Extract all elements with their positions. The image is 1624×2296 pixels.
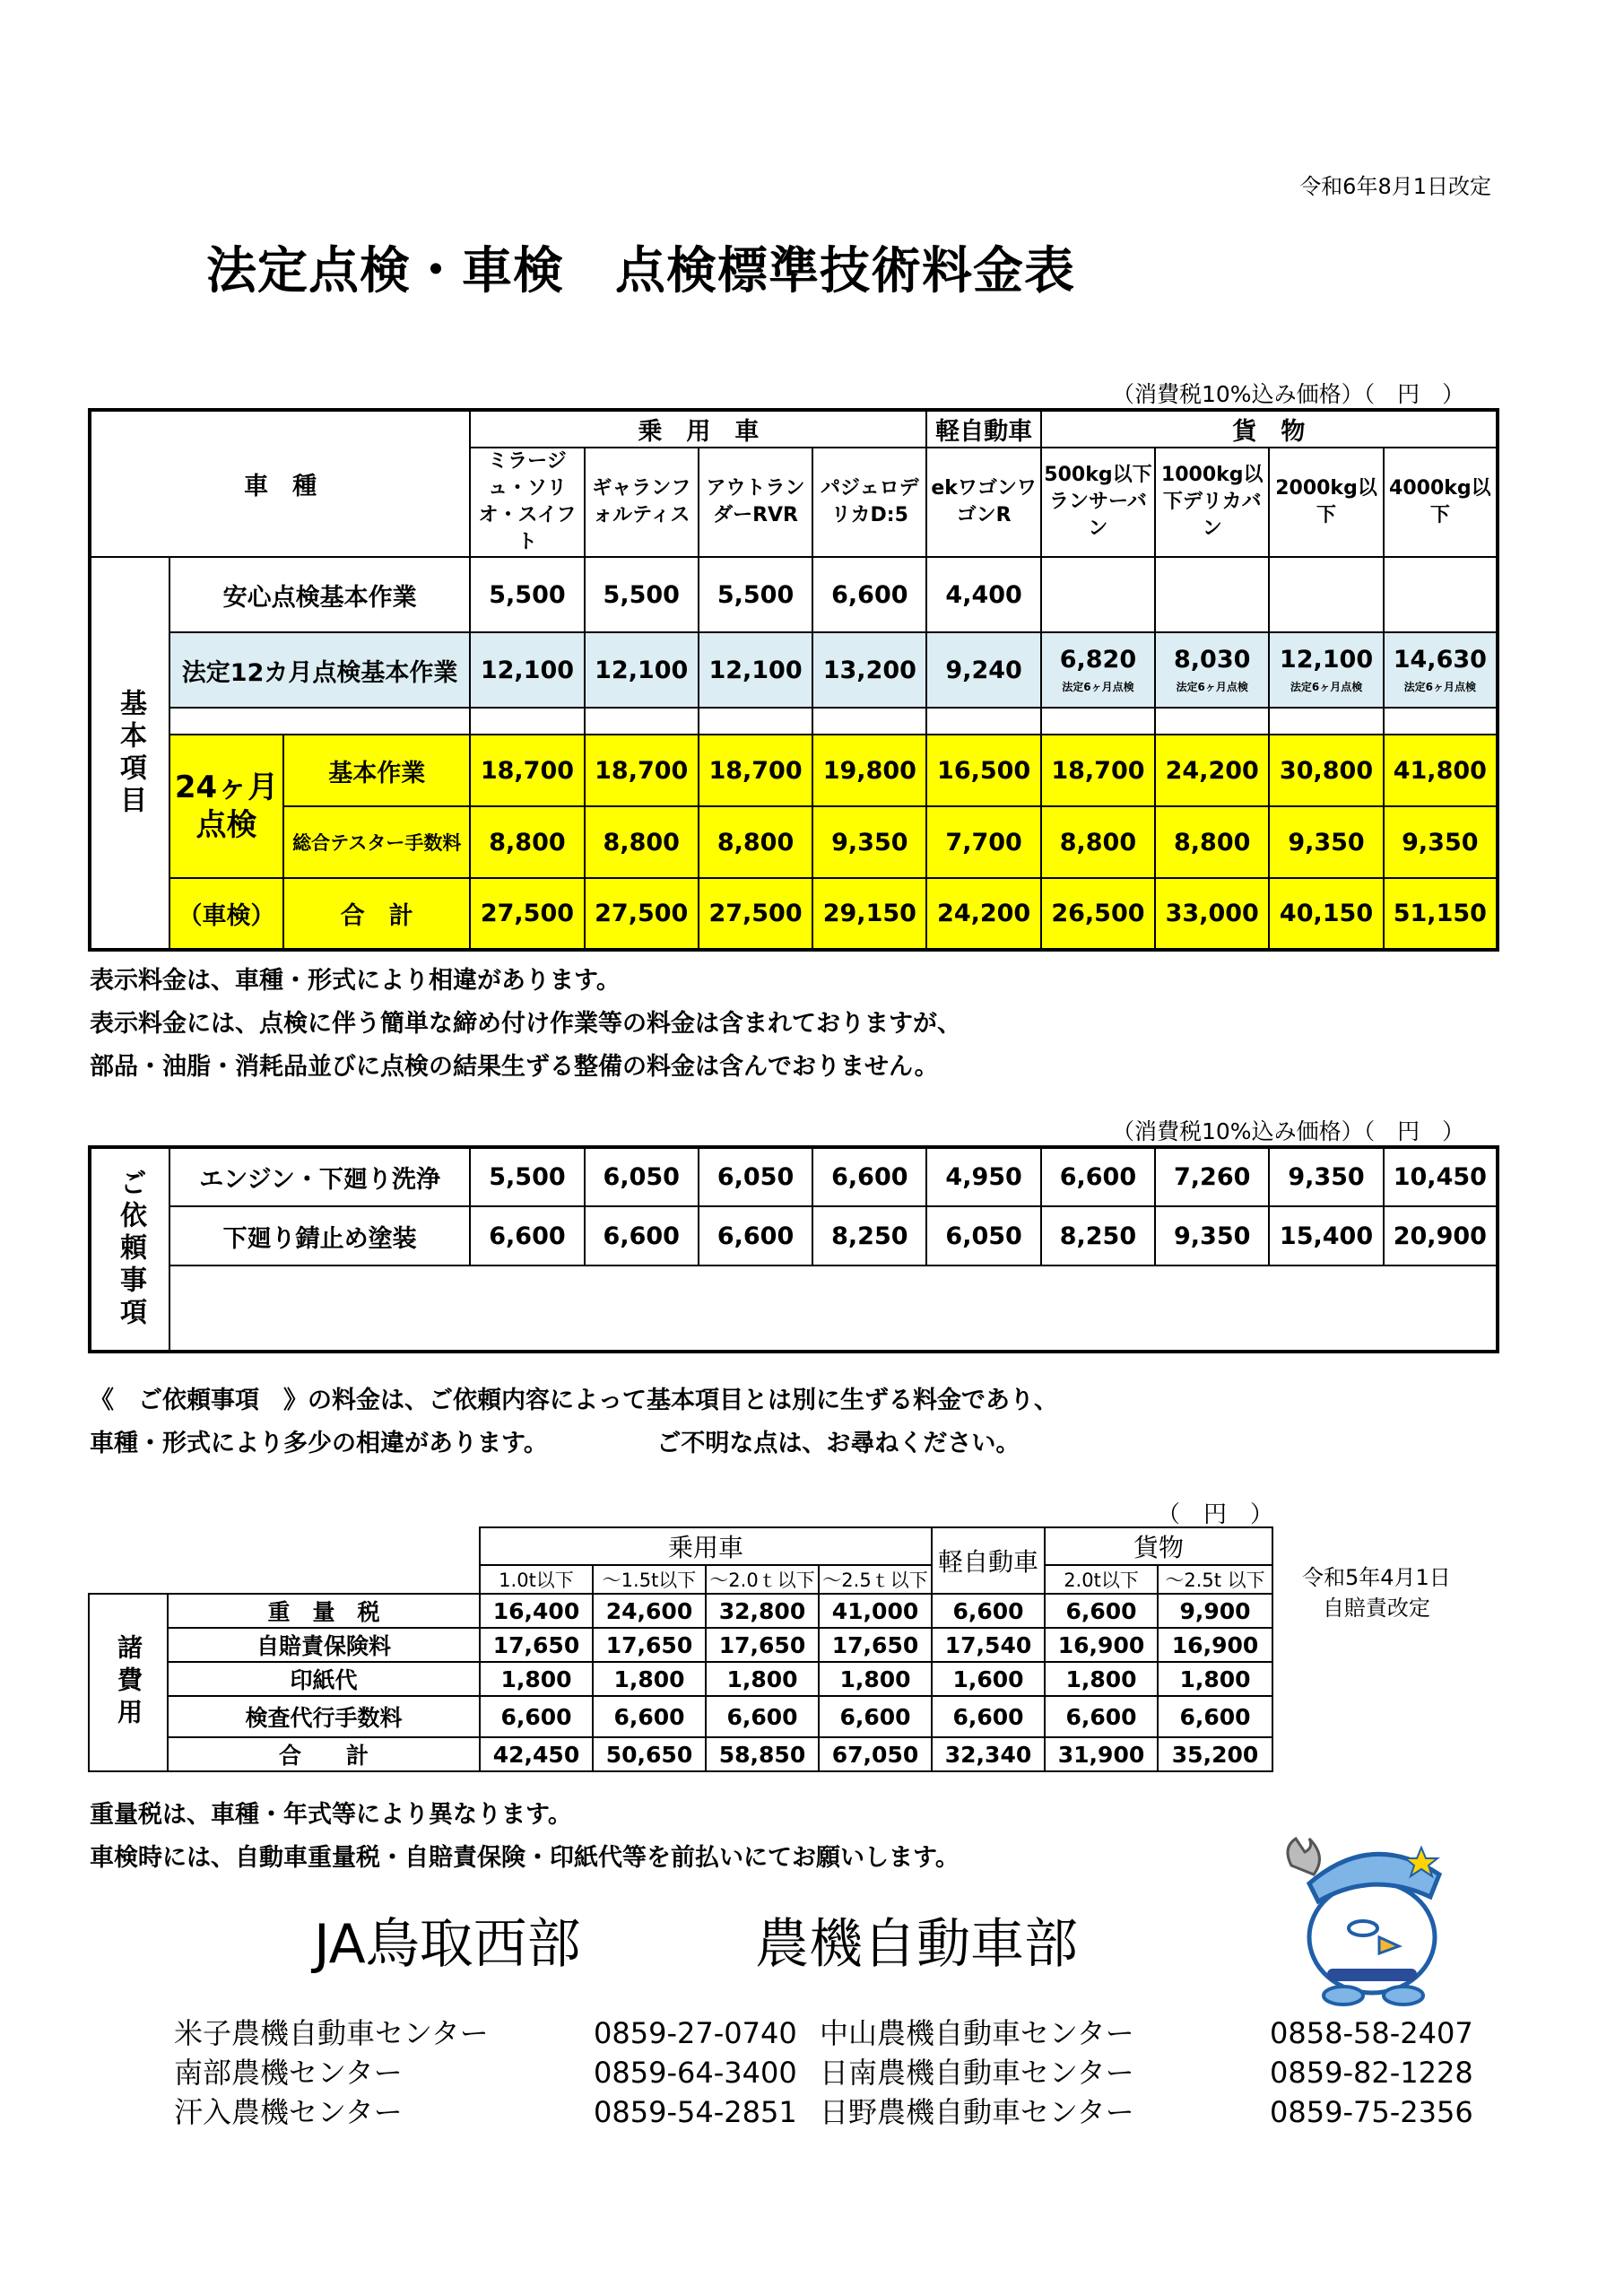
center-tel: 0859-75-2356 [1270, 2095, 1473, 2129]
table-row [90, 1147, 1498, 1206]
cell: 6,600 [480, 1696, 593, 1737]
table-row [89, 1696, 1272, 1737]
cell: 9,350 [1269, 1147, 1383, 1206]
request-items-table [88, 1145, 1499, 1353]
cell: 9,350 [1384, 806, 1498, 878]
cell: 18,700 [699, 735, 812, 806]
cell: 27,500 [470, 878, 584, 950]
cell: 8,800 [585, 806, 699, 878]
note-line: 重量税は、車種・年式等により異なります。 [90, 1801, 572, 1829]
contact-list [174, 2013, 1501, 2132]
col-header: ekワゴンワゴンR [926, 448, 1040, 557]
row-label: 検査代行手数料 [168, 1696, 480, 1737]
row-label: 印紙代 [168, 1662, 480, 1696]
group-passenger: 乗 用 車 [470, 410, 926, 448]
cell: 32,340 [932, 1737, 1045, 1771]
cell-cargo [1269, 632, 1383, 708]
col-header: 1000kg以下デリカバン [1155, 448, 1269, 557]
group24-label: 24ヶ月点検 [169, 735, 283, 878]
note-line: 表示料金は、車種・形式により相違があります。 [90, 967, 621, 995]
cell: 9,350 [812, 806, 926, 878]
cell: 6,600 [812, 1147, 926, 1206]
org-name: JA鳥取西部 [314, 1913, 581, 1976]
row-label: 総合テスター手数料 [283, 806, 470, 878]
cell: 1,800 [706, 1662, 819, 1696]
cell: 17,650 [706, 1628, 819, 1662]
contact-row [174, 2013, 1501, 2053]
table-row [90, 878, 1498, 950]
cell: 13,200 [812, 632, 926, 708]
row-label: 合 計 [168, 1737, 480, 1771]
vehicle-type-header: 車 種 [90, 410, 470, 557]
cell: 4,950 [926, 1147, 1040, 1206]
cell: 9,350 [1155, 1206, 1269, 1265]
col-header: 500kg以下ランサーバン [1041, 448, 1155, 557]
cell: 8,800 [470, 806, 584, 878]
note-line: 表示料金には、点検に伴う簡単な締め付け作業等の料金は含まれておりますが、 [90, 1010, 961, 1038]
cell: 1,800 [1158, 1662, 1272, 1696]
cell: 6,600 [932, 1696, 1045, 1737]
sub-col-header: 2.0t以下 [1045, 1565, 1158, 1594]
cell: 31,900 [1045, 1737, 1158, 1771]
cell: 6,600 [812, 557, 926, 632]
col-header: パジェロデリカD:5 [812, 448, 926, 557]
cell: 20,900 [1384, 1206, 1498, 1265]
sub-col-header: ～2.5ｔ以下 [819, 1565, 932, 1594]
cell: 6,600 [1045, 1696, 1158, 1737]
center-tel: 0859-54-2851 [594, 2095, 797, 2129]
group-passenger: 乗用車 [480, 1527, 932, 1565]
cell: 6,600 [593, 1696, 706, 1737]
cell-value: 12,100 [1279, 646, 1374, 674]
sub-col-header: ～2.0ｔ以下 [706, 1565, 819, 1594]
col-header: ギャランフォルティス [585, 448, 699, 557]
col-header: ミラージュ・ソリオ・スイフト [470, 448, 584, 557]
cell: 15,400 [1269, 1206, 1383, 1265]
row-label: 安心点検基本作業 [169, 557, 470, 632]
row-label: 自賠責保険料 [168, 1628, 480, 1662]
cargo-note: 法定6ヶ月点検 [1290, 681, 1363, 693]
row-label: 基本作業 [283, 735, 470, 806]
jibai-line: 令和5年4月1日 [1302, 1565, 1451, 1590]
cell: 5,500 [699, 557, 812, 632]
cell: 18,700 [585, 735, 699, 806]
note-line: 車種・形式により多少の相違があります。 ご不明な点は、お尋ねください。 [90, 1430, 1020, 1457]
tax-note: （消費税10%込み価格）（ 円 ） [1112, 381, 1465, 407]
cell: 6,600 [585, 1206, 699, 1265]
row-label: 下廻り錆止め塗装 [169, 1206, 470, 1265]
center-tel: 0859-64-3400 [594, 2056, 797, 2090]
center-name: 南部農機センター [174, 2056, 403, 2090]
cell: 16,400 [480, 1594, 593, 1628]
cell: 7,700 [926, 806, 1040, 878]
note-line: 部品・油脂・消耗品並びに点検の結果生ずる整備の料金は含んでおりません。 [90, 1053, 939, 1081]
cell: 8,800 [699, 806, 812, 878]
cell: 24,600 [593, 1594, 706, 1628]
cell: 17,650 [480, 1628, 593, 1662]
cell: 1,800 [819, 1662, 932, 1696]
spacer-row [90, 708, 1498, 735]
cell: 12,100 [470, 632, 584, 708]
cell: 19,800 [812, 735, 926, 806]
table-row [89, 1628, 1272, 1662]
cell: 5,500 [470, 1147, 584, 1206]
sub-col-header: ～1.5t以下 [593, 1565, 706, 1594]
cell: 58,850 [706, 1737, 819, 1771]
revision-date: 令和6年8月1日改定 [1299, 174, 1491, 199]
jibai-line: 自賠責改定 [1322, 1596, 1430, 1621]
cell: 1,800 [480, 1662, 593, 1696]
center-name: 米子農機自動車センター [174, 2016, 489, 2050]
cell [1384, 557, 1498, 632]
sub-col-header: ～2.5t 以下 [1158, 1565, 1272, 1594]
misc-costs-table [88, 1526, 1273, 1772]
note-line: 車検時には、自動車重量税・自賠責保険・印紙代等を前払いにてお願いします。 [90, 1844, 960, 1872]
cell: 4,400 [926, 557, 1040, 632]
cell: 17,650 [593, 1628, 706, 1662]
cell: 9,900 [1158, 1594, 1272, 1628]
empty-row [90, 1265, 1498, 1352]
cell: 50,650 [593, 1737, 706, 1771]
cell: 16,900 [1045, 1628, 1158, 1662]
jibai-revision-note [1302, 1562, 1451, 1623]
cell [1269, 557, 1383, 632]
row-label: 法定12カ月点検基本作業 [169, 632, 470, 708]
cell: 6,600 [1041, 1147, 1155, 1206]
cell: 17,540 [932, 1628, 1045, 1662]
col-header: 4000kg以下 [1384, 448, 1498, 557]
table-row [89, 1662, 1272, 1696]
cell: 32,800 [706, 1594, 819, 1628]
cell: 6,600 [706, 1696, 819, 1737]
cell: 8,250 [812, 1206, 926, 1265]
note-line: 《 ご依頼事項 》の料金は、ご依頼内容によって基本項目とは別に生ずる料金であり、 [90, 1387, 1058, 1414]
table-row [90, 632, 1498, 708]
cell: 24,200 [1155, 735, 1269, 806]
col-header: 2000kg以下 [1269, 448, 1383, 557]
cell: 35,200 [1158, 1737, 1272, 1771]
table-row [90, 1206, 1498, 1265]
cell [1155, 557, 1269, 632]
cargo-note: 法定6ヶ月点検 [1403, 681, 1477, 693]
cell: 42,450 [480, 1737, 593, 1771]
cell: 6,050 [699, 1147, 812, 1206]
row-label: 合 計 [283, 878, 470, 950]
cell: 18,700 [470, 735, 584, 806]
cell [1041, 557, 1155, 632]
table-row [89, 1594, 1272, 1628]
cell: 29,150 [812, 878, 926, 950]
row-label: エンジン・下廻り洗浄 [169, 1147, 470, 1206]
org-dept: 農機自動車部 [755, 1913, 1078, 1976]
cell-cargo [1155, 632, 1269, 708]
col-header: アウトランダーRVR [699, 448, 812, 557]
side-label-misc: 諸費用 [89, 1594, 168, 1771]
group-cargo: 貨 物 [1041, 410, 1498, 448]
cell: 6,600 [819, 1696, 932, 1737]
cargo-note: 法定6ヶ月点検 [1062, 681, 1134, 693]
cell-value: 14,630 [1393, 646, 1487, 674]
cargo-note: 法定6ヶ月点検 [1176, 681, 1248, 693]
table-row [89, 1737, 1272, 1771]
sub-col-header: 1.0t以下 [480, 1565, 593, 1594]
cell: 6,050 [585, 1147, 699, 1206]
table-row [90, 735, 1498, 806]
center-name: 汗入農機センター [174, 2095, 403, 2129]
cell: 8,250 [1041, 1206, 1155, 1265]
cell: 41,000 [819, 1594, 932, 1628]
group24-sub: （車検） [169, 878, 283, 950]
row-label: 重 量 税 [168, 1594, 480, 1628]
tax-note: （消費税10%込み価格）（ 円 ） [1112, 1118, 1465, 1144]
cell: 33,000 [1155, 878, 1269, 950]
cell: 6,600 [932, 1594, 1045, 1628]
center-tel: 0859-27-0740 [594, 2016, 797, 2050]
contact-row [174, 2092, 1501, 2132]
cell: 26,500 [1041, 878, 1155, 950]
cell: 1,800 [593, 1662, 706, 1696]
side-label-request: ご依頼事項 [90, 1147, 169, 1352]
cell: 9,350 [1269, 806, 1383, 878]
cell: 40,150 [1269, 878, 1383, 950]
notes-basic [90, 960, 961, 1089]
group-kei: 軽自動車 [926, 410, 1040, 448]
cell: 6,600 [1158, 1696, 1272, 1737]
cell: 1,800 [1045, 1662, 1158, 1696]
cell: 10,450 [1384, 1147, 1498, 1206]
cell-value: 8,030 [1174, 646, 1251, 674]
cell: 17,650 [819, 1628, 932, 1662]
cell: 5,500 [585, 557, 699, 632]
cell: 27,500 [699, 878, 812, 950]
cell: 27,500 [585, 878, 699, 950]
contact-row [174, 2053, 1501, 2092]
cell: 16,900 [1158, 1628, 1272, 1662]
side-label-basic: 基本項目 [90, 557, 169, 950]
cell-cargo [1041, 632, 1155, 708]
center-name: 日野農機自動車センター [820, 2095, 1134, 2129]
center-name: 中山農機自動車センター [820, 2016, 1134, 2050]
table-row [90, 806, 1498, 878]
cell: 9,240 [926, 632, 1040, 708]
cell: 5,500 [470, 557, 584, 632]
cell: 6,600 [470, 1206, 584, 1265]
cell: 7,260 [1155, 1147, 1269, 1206]
cell: 67,050 [819, 1737, 932, 1771]
cell: 18,700 [1041, 735, 1155, 806]
mascot-icon [1273, 1812, 1471, 2009]
cell: 12,100 [699, 632, 812, 708]
group-cargo: 貨物 [1045, 1527, 1272, 1565]
cell: 12,100 [585, 632, 699, 708]
center-name: 日南農機自動車センター [820, 2056, 1134, 2090]
table-row [90, 557, 1498, 632]
cell-value: 6,820 [1059, 646, 1137, 674]
cell: 6,600 [1045, 1594, 1158, 1628]
cell: 41,800 [1384, 735, 1498, 806]
cell: 8,800 [1155, 806, 1269, 878]
cell: 51,150 [1384, 878, 1498, 950]
cell: 16,500 [926, 735, 1040, 806]
cell: 6,600 [699, 1206, 812, 1265]
inspection-fee-table [88, 408, 1499, 952]
cell: 30,800 [1269, 735, 1383, 806]
group-kei: 軽自動車 [932, 1527, 1045, 1594]
cell: 6,050 [926, 1206, 1040, 1265]
notes-request [90, 1379, 1058, 1465]
cell-cargo [1384, 632, 1498, 708]
cell: 8,800 [1041, 806, 1155, 878]
center-tel: 0858-58-2407 [1270, 2016, 1473, 2050]
notes-misc [90, 1794, 960, 1880]
center-tel: 0859-82-1228 [1270, 2056, 1473, 2090]
cell: 1,600 [932, 1662, 1045, 1696]
yen-unit: （ 円 ） [1157, 1501, 1274, 1528]
page-title: 法定点検・車検 点検標準技術料金表 [206, 242, 1075, 300]
cell: 24,200 [926, 878, 1040, 950]
